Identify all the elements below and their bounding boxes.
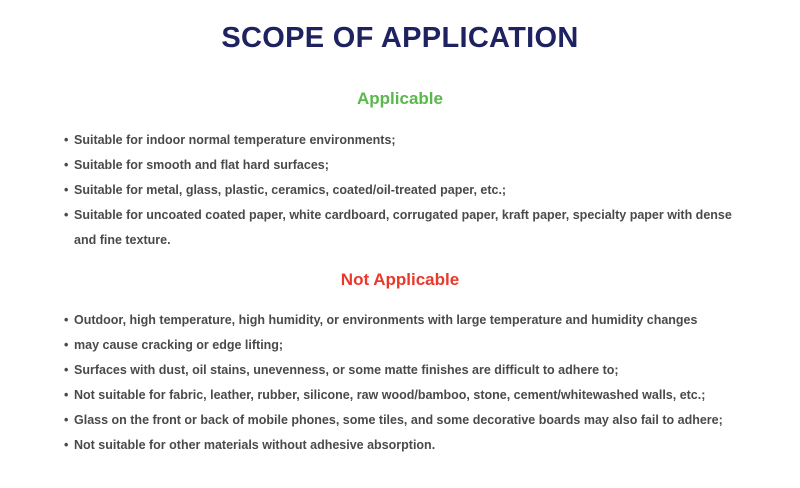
bullet-icon: • [64,158,69,172]
list-item [64,203,744,253]
list-item-text: Suitable for uncoated coated paper, white cardboard, corrugated paper, kraft paper, specialty paper with dense and fine texture. [74,208,732,247]
list-item [64,408,744,433]
applicable-list [64,128,744,253]
list-item-text: Not suitable for fabric, leather, rubber, silicone, raw wood/bamboo, stone, cement/whitewashed walls, etc.; [74,388,706,402]
list-item [64,153,744,178]
list-item-text: may cause cracking or edge lifting; [74,338,284,352]
bullet-icon: • [64,338,69,352]
list-item-text: Glass on the front or back of mobile phones, some tiles, and some decorative boards may also fail to adhere; [74,413,723,427]
list-item [64,333,744,358]
bullet-icon: • [64,413,69,427]
bullet-icon: • [64,133,69,147]
list-item [64,383,744,408]
page-title: SCOPE OF APPLICATION [221,22,579,54]
list-item-text: Surfaces with dust, oil stains, unevenness, or some matte finishes are difficult to adhere to; [74,363,619,377]
list-item-text: Not suitable for other materials without adhesive absorption. [74,438,436,452]
bullet-icon: • [64,183,69,197]
list-item [64,308,744,333]
list-item [64,178,744,203]
applicable-heading: Applicable [357,89,443,108]
list-item [64,358,744,383]
bullet-icon: • [64,388,69,402]
bullet-icon: • [64,313,69,327]
list-item [64,128,744,153]
list-item-text: Suitable for indoor normal temperature environments; [74,133,396,147]
list-item-text: Suitable for smooth and flat hard surfaces; [74,158,329,172]
list-item-text: Suitable for metal, glass, plastic, ceramics, coated/oil-treated paper, etc.; [74,183,507,197]
not-applicable-list [64,308,744,458]
list-item [64,433,744,458]
list-item-text: Outdoor, high temperature, high humidity, or environments with large temperature and humidity changes [74,313,698,327]
bullet-icon: • [64,438,69,452]
bullet-icon: • [64,363,69,377]
bullet-icon: • [64,208,69,222]
not-applicable-heading: Not Applicable [340,270,460,289]
